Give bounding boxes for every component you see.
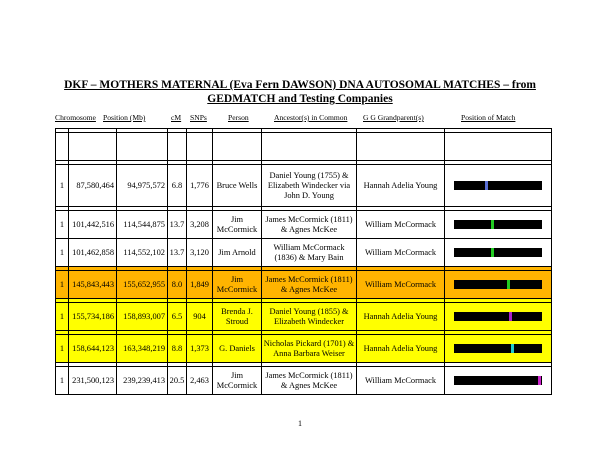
- chromosome-bar: [454, 220, 542, 229]
- table-row: [56, 211, 552, 239]
- chromosome-bar: [454, 181, 542, 190]
- match-marker: [491, 248, 494, 257]
- cell-match-position: [445, 239, 552, 267]
- cell-person: Brenda J. Stroud: [213, 303, 262, 331]
- cell-start: 101,442,516: [69, 211, 117, 239]
- cell-snps: 3,120: [187, 239, 213, 267]
- cell-cm: 20.5: [168, 367, 187, 395]
- cell-start: 231,500,123: [69, 367, 117, 395]
- table-row: [56, 239, 552, 267]
- cell-snps: 1,776: [187, 165, 213, 207]
- cell-chromosome: 1: [56, 239, 69, 267]
- cell-ggg: Hannah Adelia Young: [357, 303, 445, 331]
- cell-ggg: William McCormack: [357, 367, 445, 395]
- header-snps: SNPs: [190, 113, 207, 122]
- cell-snps: 1,849: [187, 271, 213, 299]
- cell-end: 155,652,955: [117, 271, 168, 299]
- chromosome-bar: [454, 376, 542, 385]
- cell-end: 163,348,219: [117, 335, 168, 363]
- matches-table-body: [56, 129, 552, 395]
- cell-snps: 1,373: [187, 335, 213, 363]
- header-position: Position (Mb): [103, 113, 146, 122]
- cell-ancestor: James McCormick (1811) & Agnes McKee: [262, 367, 357, 395]
- table-row: [56, 367, 552, 395]
- cell-ggg: Hannah Adelia Young: [357, 165, 445, 207]
- cell-match-position: [445, 335, 552, 363]
- chromosome-bar: [454, 280, 542, 289]
- cell-chromosome: 1: [56, 335, 69, 363]
- cell-person: Jim McCormick: [213, 211, 262, 239]
- cell-ggg: William McCormack: [357, 239, 445, 267]
- cell-chromosome: 1: [56, 211, 69, 239]
- cell-end: 239,239,413: [117, 367, 168, 395]
- cell-person: G. Daniels: [213, 335, 262, 363]
- cell-end: 114,552,102: [117, 239, 168, 267]
- cell-person: Jim McCormick: [213, 367, 262, 395]
- header-person: Person: [228, 113, 249, 122]
- header-chromosome: Chromosome: [55, 113, 96, 122]
- cell-snps: 904: [187, 303, 213, 331]
- cell-ggg: William McCormack: [357, 271, 445, 299]
- cell-snps: 3,208: [187, 211, 213, 239]
- cell-cm: 6.5: [168, 303, 187, 331]
- cell-cm: 6.8: [168, 165, 187, 207]
- cell-match-position: [445, 165, 552, 207]
- cell-ancestor: Daniel Young (1855) & Elizabeth Windecker: [262, 303, 357, 331]
- cell-start: 145,843,443: [69, 271, 117, 299]
- cell-cm: 13.7: [168, 239, 187, 267]
- table-row: [56, 335, 552, 363]
- cell-match-position: [445, 211, 552, 239]
- cell-start: 158,644,123: [69, 335, 117, 363]
- page-number: 1: [298, 419, 302, 428]
- match-marker: [538, 376, 541, 385]
- title-line-2: GEDMATCH and Testing Companies: [207, 93, 393, 105]
- matches-table: [55, 128, 552, 395]
- match-marker: [491, 220, 494, 229]
- cell-person: Jim McCormick: [213, 271, 262, 299]
- cell-ancestor: Nicholas Pickard (1701) & Anna Barbara Weiser: [262, 335, 357, 363]
- cell-cm: 8.8: [168, 335, 187, 363]
- header-ancestors: Ancestor(s) in Common: [274, 113, 348, 122]
- header-cm: cM: [171, 113, 182, 122]
- table-row: [56, 271, 552, 299]
- cell-chromosome: 1: [56, 367, 69, 395]
- cell-start: 101,462,858: [69, 239, 117, 267]
- match-marker: [511, 344, 514, 353]
- cell-end: 158,893,007: [117, 303, 168, 331]
- cell-cm: 13.7: [168, 211, 187, 239]
- cell-start: 155,734,186: [69, 303, 117, 331]
- chromosome-bar: [454, 312, 542, 321]
- table-row: [56, 165, 552, 207]
- cell-snps: 2,463: [187, 367, 213, 395]
- table-row: [56, 303, 552, 331]
- header-match-position: Position of Match: [461, 113, 516, 122]
- cell-ancestor: James McCormick (1811) & Agnes McKee: [262, 271, 357, 299]
- chromosome-bar: [454, 344, 542, 353]
- cell-start: 87,580,464: [69, 165, 117, 207]
- cell-ancestor: James McCormick (1811) & Agnes McKee: [262, 211, 357, 239]
- cell-ggg: William McCormack: [357, 211, 445, 239]
- title-line-1: DKF – MOTHERS MATERNAL (Eva Fern DAWSON) DNA AUTOSOMAL MATCHES – from: [64, 79, 536, 91]
- cell-ancestor: Daniel Young (1755) & Elizabeth Windecker via John D. Young: [262, 165, 357, 207]
- cell-end: 114,544,875: [117, 211, 168, 239]
- cell-person: Jim Arnold: [213, 239, 262, 267]
- match-marker: [509, 312, 512, 321]
- cell-chromosome: 1: [56, 165, 69, 207]
- header-ggg: G G Grandparent(s): [363, 113, 424, 122]
- cell-end: 94,975,572: [117, 165, 168, 207]
- cell-cm: 8.0: [168, 271, 187, 299]
- cell-match-position: [445, 271, 552, 299]
- cell-chromosome: 1: [56, 271, 69, 299]
- match-marker: [485, 181, 488, 190]
- cell-ggg: Hannah Adelia Young: [357, 335, 445, 363]
- cell-ancestor: William McCormack (1836) & Mary Bain: [262, 239, 357, 267]
- cell-match-position: [445, 367, 552, 395]
- document-title: [40, 78, 560, 106]
- cell-match-position: [445, 303, 552, 331]
- match-marker: [507, 280, 510, 289]
- cell-person: Bruce Wells: [213, 165, 262, 207]
- chromosome-bar: [454, 248, 542, 257]
- cell-chromosome: 1: [56, 303, 69, 331]
